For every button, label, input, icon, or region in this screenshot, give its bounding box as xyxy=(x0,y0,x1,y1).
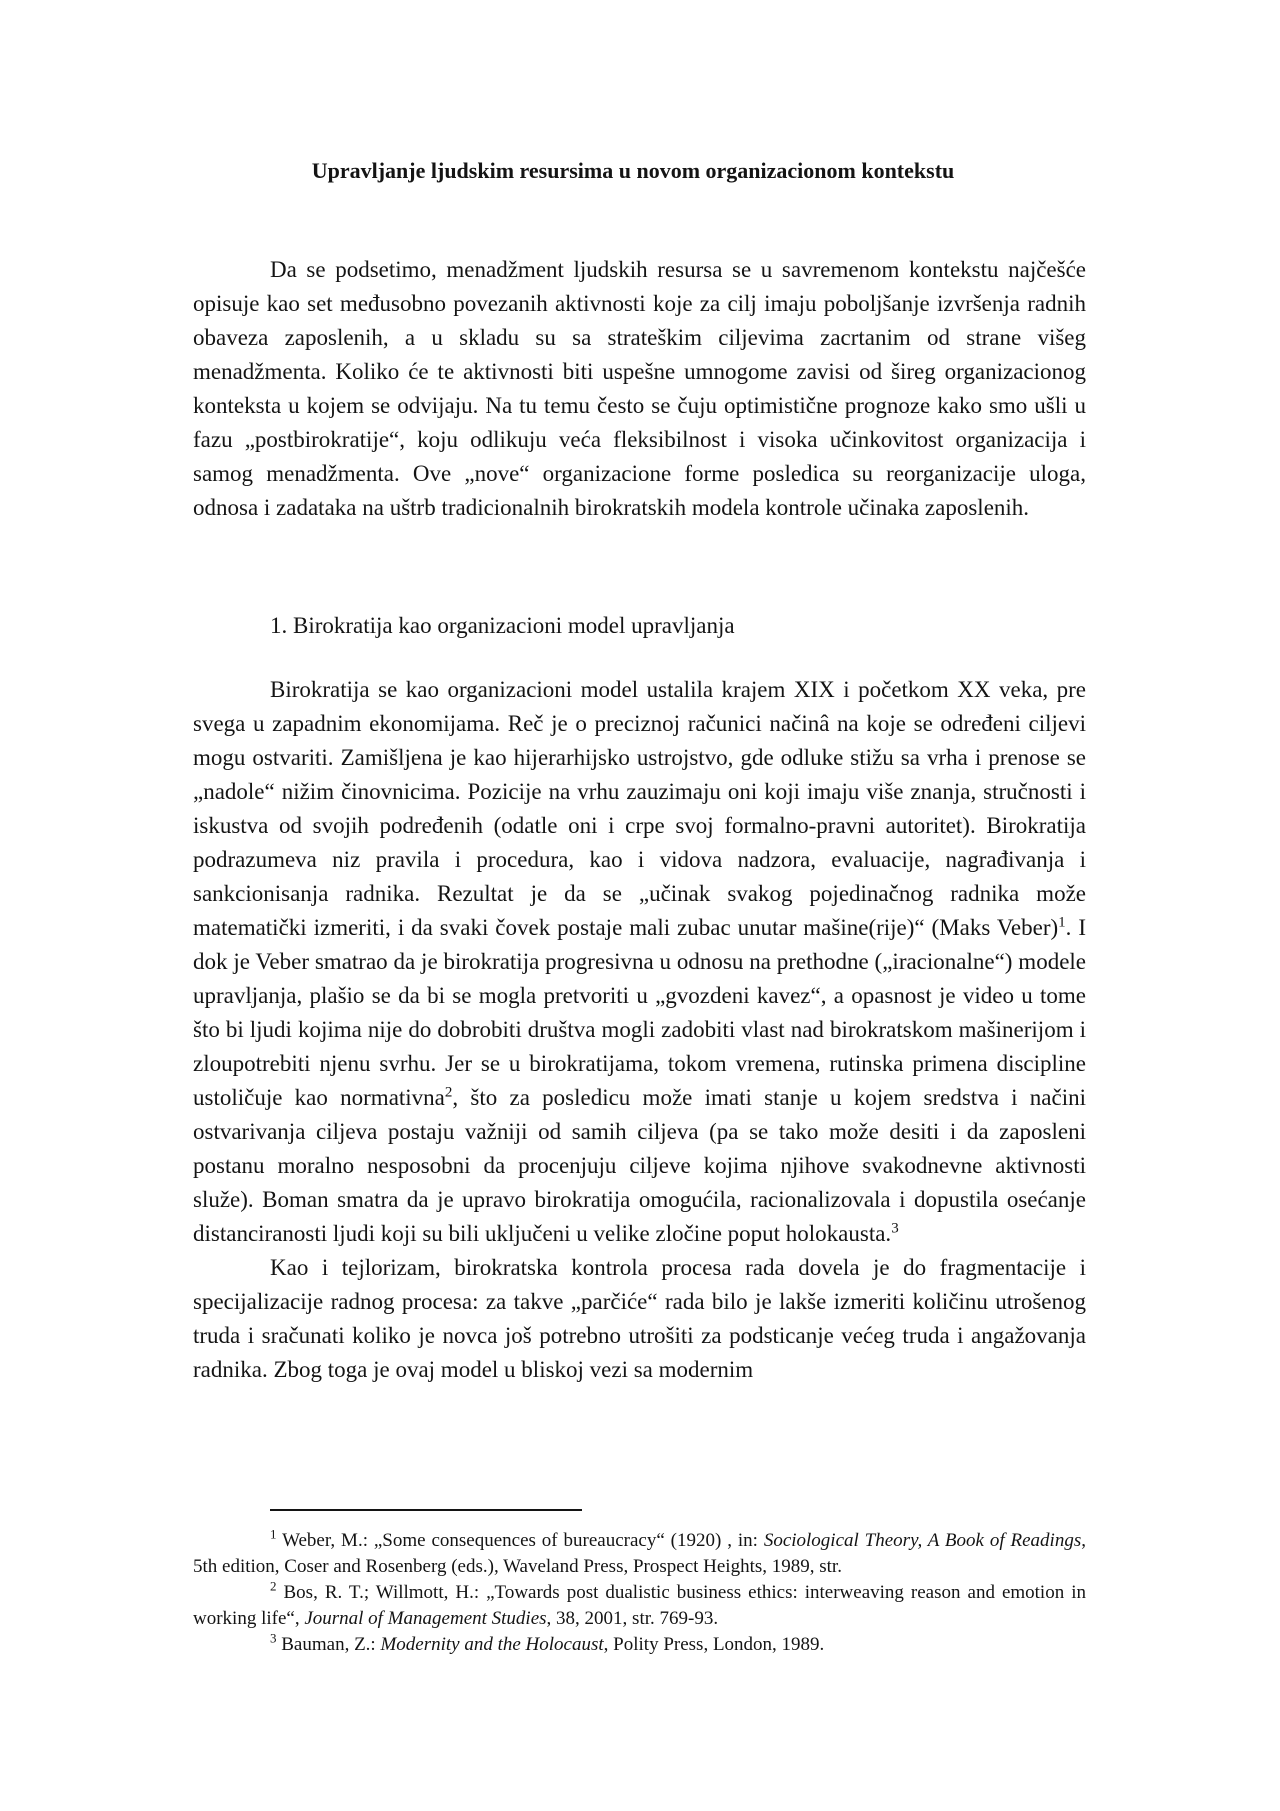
taylorism-paragraph: Kao i tejlorizam, birokratska kontrola procesa rada dovela je do fragmentacije i specijalizacije radnog procesa: za takve „parčiće“ rada bilo je lakše izmeriti količinu utrošenog truda i sračunati koliko je novca još potrebno utrošiti za podsticanje većeg truda i angažovanja radnika. Zbog toga je ovaj model u bliskoj vezi sa modernim xyxy=(193,1255,1086,1382)
footnote-3-title: Modernity and the Holocaust xyxy=(380,1634,604,1655)
footnote-ref-2: 2 xyxy=(444,1084,453,1101)
section-heading: 1. Birokratija kao organizacioni model upravljanja xyxy=(270,613,735,638)
footnote-ref-3: 3 xyxy=(891,1220,899,1237)
footnote-2-text: Bos, R. T.; Willmott, H.: „Towards post dualistic business ethics: interweaving reason and emotion in working life“, xyxy=(193,1582,1086,1629)
intro-paragraph: Da se podsetimo, menadžment ljudskih resursa se u savremenom kontekstu najčešće opisuje kao set međusobno povezanih aktivnosti koje za cilj imaju poboljšanje izvršenja radnih obaveza zaposlenih, a u skladu su sa strateškim ciljevima zacrtanim od strane višeg menadžmenta. Koliko će te aktivnosti biti uspešne umnogome zavisi od šireg organizacionog konteksta u kojem se odvijaju. Na tu temu često se čuju optimistične prognoze kako smo ušli u fazu „postbirokratije“, koju odlikuju veća fleksibilnost i visoka učinkovitost organizacija i samog menadžmenta. Ove „nove“ organizacione forme posledica su reorganizacije uloga, odnosa i zadataka na uštrb tradicionalnih birokratskih modela kontrole učinaka zaposlenih. xyxy=(193,257,1086,520)
footnote-2-details: , 38, 2001, str. 769-93. xyxy=(546,1608,719,1629)
footnote-1-number: 1 xyxy=(270,1526,277,1542)
footnote-2-number: 2 xyxy=(270,1578,277,1594)
footnote-3-number: 3 xyxy=(270,1630,277,1646)
footnotes xyxy=(193,1528,1086,1658)
footnote-2-title: Journal of Management Studies xyxy=(304,1608,547,1629)
footnote-1 xyxy=(193,1528,1086,1580)
bureaucracy-paragraph xyxy=(193,673,1086,1251)
footnote-1-text: Weber, M.: „Some consequences of bureaucracy“ (1920) , in: xyxy=(282,1530,764,1551)
footnote-3-details: , Polity Press, London, 1989. xyxy=(603,1634,825,1655)
footnote-ref-1: 1 xyxy=(1058,914,1066,931)
footnote-1-title: Sociological Theory, A Book of Readings xyxy=(763,1530,1082,1551)
footnote-separator xyxy=(270,1509,582,1511)
footnote-3 xyxy=(193,1632,1086,1658)
bureaucracy-paragraph-part2: . I dok je Veber smatrao da je birokratija progresivna u odnosu na prethodne („iracionalne“) modele upravljanja, plašio se da bi se mogla pretvoriti u „gvozdeni kavez“, a opasnost je video u tome što bi ljudi kojima nije do dobrobiti društva mogli zadobiti vlast nad birokratskom mašinerijom i zloupotrebiti njenu svrhu. Jer se u birokratijama, tokom vremena, rutinska primena discipline ustoličuje kao normativna xyxy=(193,915,1086,1110)
document-title: Upravljanje ljudskim resursima u novom organizacionom kontekstu xyxy=(311,158,955,183)
footnote-3-text: Bauman, Z.: xyxy=(281,1634,381,1655)
bureaucracy-paragraph-part3: , što za posledicu može imati stanje u kojem sredstva i načini ostvarivanja ciljeva postaju važniji od samih ciljeva (pa se tako može desiti i da zaposleni postanu moralno nesposobni da procenjuju ciljeve kojima njihove svakodnevne aktivnosti služe). Boman smatra da je upravo birokratija omogućila, racionalizovala i dopustila osećanje distanciranosti ljudi koji su bili uključeni u velike zločine poput holokausta. xyxy=(193,1085,1086,1246)
document-body xyxy=(193,156,1086,1387)
bureaucracy-paragraph-part1: Birokratija se kao organizacioni model ustalila krajem XIX i početkom XX veka, pre svega u zapadnim ekonomijama. Reč je o preciznoj računici načinâ na koje se određeni ciljevi mogu ostvariti. Zamišljena je kao hijerarhijsko ustrojstvo, gde odluke stižu sa vrha i prenose se „nadole“ nižim činovnicima. Pozicije na vrhu zauzimaju oni koji imaju više znanja, stručnosti i iskustva od svojih podređenih (odatle oni i crpe svoj formalno-pravni autoritet). Birokratija podrazumeva niz pravila i procedura, kao i vidova nadzora, evaluacije, nagrađivanja i sankcionisanja radnika. Rezultat je da se „učinak svakog pojedinačnog radnika može matematički izmeriti, i da svaki čovek postaje mali zubac unutar mašine(rije)“ (Maks Veber) xyxy=(193,677,1086,940)
footnote-1-details: , 5th edition, Coser and Rosenberg (eds.), Waveland Press, Prospect Heights, 1989, str. xyxy=(193,1530,1086,1577)
footnote-2 xyxy=(193,1580,1086,1632)
